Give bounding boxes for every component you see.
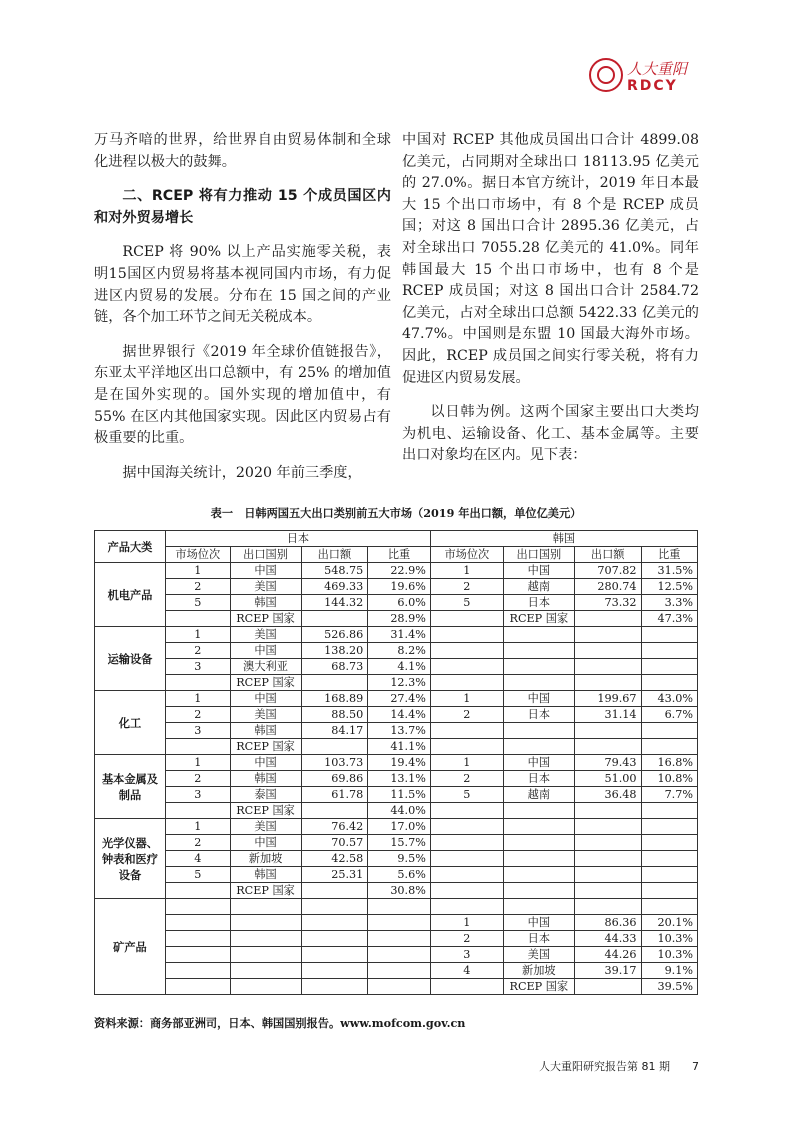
table-cell: 新加坡 bbox=[230, 851, 301, 867]
table-cell bbox=[430, 611, 503, 627]
category-cell: 矿产品 bbox=[95, 899, 166, 995]
table-cell: 4 bbox=[165, 851, 230, 867]
table-cell bbox=[165, 803, 230, 819]
table-cell: 韩国 bbox=[230, 867, 301, 883]
table-cell bbox=[503, 851, 574, 867]
table-cell bbox=[430, 819, 503, 835]
table-cell bbox=[574, 627, 641, 643]
subheader-cell: 出口额 bbox=[301, 547, 368, 563]
table-cell: 3 bbox=[165, 787, 230, 803]
table-cell: 2 bbox=[430, 771, 503, 787]
table-cell: 4.1% bbox=[368, 659, 431, 675]
table-cell: 4 bbox=[430, 963, 503, 979]
table-row bbox=[95, 819, 698, 835]
table-cell bbox=[368, 963, 431, 979]
table-cell bbox=[574, 851, 641, 867]
left-paragraph-2: RCEP 将 90% 以上产品实施零关税，表明15国区内贸易将基本视同国内市场，有力促进区内贸易的发展。分布在 15 国之间的产业链，各个加工环节之间无关税成本。 bbox=[94, 244, 391, 326]
table-cell: 3.3% bbox=[641, 595, 697, 611]
table-cell: 日本 bbox=[503, 771, 574, 787]
table-cell bbox=[230, 947, 301, 963]
table-cell: 12.3% bbox=[368, 675, 431, 691]
table-cell: 美国 bbox=[230, 627, 301, 643]
table-cell bbox=[503, 659, 574, 675]
table-row bbox=[95, 883, 698, 899]
table-cell bbox=[165, 675, 230, 691]
table-cell bbox=[574, 611, 641, 627]
table-cell: 1 bbox=[430, 563, 503, 579]
table-source: 资料来源：商务部亚洲司，日本、韩国国别报告。www.mofcom.gov.cn bbox=[94, 1016, 466, 1030]
table-cell bbox=[641, 627, 697, 643]
table-cell: 韩国 bbox=[230, 595, 301, 611]
table-cell: 美国 bbox=[230, 579, 301, 595]
table-cell bbox=[503, 675, 574, 691]
table-cell: 12.5% bbox=[641, 579, 697, 595]
export-table bbox=[94, 530, 698, 995]
table-cell: 美国 bbox=[230, 819, 301, 835]
table-cell bbox=[301, 899, 368, 915]
subheader-cell: 出口额 bbox=[574, 547, 641, 563]
page-number: 7 bbox=[692, 1060, 699, 1073]
table-cell: 13.7% bbox=[368, 723, 431, 739]
table-cell: 2 bbox=[165, 643, 230, 659]
table-cell bbox=[301, 931, 368, 947]
logo-english-name: RDCY bbox=[627, 78, 678, 94]
table-cell bbox=[641, 643, 697, 659]
table-cell: 51.00 bbox=[574, 771, 641, 787]
table-cell: 30.8% bbox=[368, 883, 431, 899]
table-cell bbox=[230, 931, 301, 947]
table-cell: 548.75 bbox=[301, 563, 368, 579]
table-cell: 10.8% bbox=[641, 771, 697, 787]
table-row bbox=[95, 723, 698, 739]
table-row bbox=[95, 787, 698, 803]
table-cell bbox=[430, 835, 503, 851]
table-cell: 1 bbox=[165, 627, 230, 643]
table-cell bbox=[230, 979, 301, 995]
table-cell bbox=[430, 627, 503, 643]
table-cell bbox=[641, 659, 697, 675]
table-cell bbox=[574, 739, 641, 755]
table-cell: 5 bbox=[165, 867, 230, 883]
table-cell bbox=[503, 899, 574, 915]
table-cell: 69.86 bbox=[301, 771, 368, 787]
table-row bbox=[95, 899, 698, 915]
table-row bbox=[95, 979, 698, 995]
right-paragraph-1: 中国对 RCEP 其他成员国出口合计 4899.08 亿美元，占同期对全球出口 18113.95 亿美元的 27.0%。据日本官方统计，2019 年日本最大 15 个出口市场中，有 8 个是 RCEP 成员国；对这 8 国出口合计 2895.36 亿美元，占对全球出口 7055.28 亿美元的 41.0%。同年韩国最大 15 个出口市场中，也有 8 个是 RCEP 成员国；对这 8 国出口合计 2584.72 亿美元，占对全球出口总额 5422.33 亿美元的 47.7%。中国则是东盟 10 国最大海外市场。因此，RCEP 成员国之间实行零关税，将有力促进区内贸易发展。 bbox=[402, 132, 699, 386]
table-cell bbox=[641, 835, 697, 851]
table-cell bbox=[430, 899, 503, 915]
table-cell: 25.31 bbox=[301, 867, 368, 883]
table-cell bbox=[574, 835, 641, 851]
table-cell: 日本 bbox=[503, 707, 574, 723]
table-cell bbox=[641, 819, 697, 835]
right-paragraph-2: 以日韩为例。这两个国家主要出口大类均为机电、运输设备、化工、基本金属等。主要出口对象均在区内。见下表： bbox=[402, 404, 699, 464]
table-row bbox=[95, 691, 698, 707]
table-row bbox=[95, 915, 698, 931]
table-cell: 2 bbox=[430, 931, 503, 947]
table-cell: 199.67 bbox=[574, 691, 641, 707]
table-cell bbox=[301, 883, 368, 899]
table-cell bbox=[430, 803, 503, 819]
table-cell bbox=[368, 931, 431, 947]
subheader-cell: 出口国别 bbox=[503, 547, 574, 563]
rdcy-logo bbox=[589, 54, 699, 100]
table-row bbox=[95, 867, 698, 883]
table-cell: 13.1% bbox=[368, 771, 431, 787]
table-cell: RCEP 国家 bbox=[230, 803, 301, 819]
table-cell: 美国 bbox=[503, 947, 574, 963]
table-cell bbox=[574, 643, 641, 659]
table-cell bbox=[503, 835, 574, 851]
table-cell: 1 bbox=[165, 819, 230, 835]
left-column bbox=[94, 130, 391, 497]
table-cell: 144.32 bbox=[301, 595, 368, 611]
table-cell bbox=[503, 867, 574, 883]
header-category: 产品大类 bbox=[95, 531, 166, 563]
table-cell: RCEP 国家 bbox=[230, 883, 301, 899]
table-cell: 中国 bbox=[230, 835, 301, 851]
table-cell bbox=[641, 675, 697, 691]
table-cell bbox=[641, 883, 697, 899]
table-row bbox=[95, 595, 698, 611]
table-cell bbox=[574, 803, 641, 819]
table-cell: 1 bbox=[165, 755, 230, 771]
table-cell: 1 bbox=[430, 691, 503, 707]
table-cell bbox=[165, 947, 230, 963]
table-cell: 88.50 bbox=[301, 707, 368, 723]
table-cell: 17.0% bbox=[368, 819, 431, 835]
table-cell bbox=[641, 739, 697, 755]
subheader-cell: 出口国别 bbox=[230, 547, 301, 563]
table-cell: 5.6% bbox=[368, 867, 431, 883]
table-cell: 2 bbox=[165, 707, 230, 723]
table-cell: 73.32 bbox=[574, 595, 641, 611]
table-row bbox=[95, 627, 698, 643]
page-footer bbox=[517, 1058, 699, 1074]
table-cell: 44.26 bbox=[574, 947, 641, 963]
table-cell: 36.48 bbox=[574, 787, 641, 803]
table-cell bbox=[641, 723, 697, 739]
table-cell: 43.0% bbox=[641, 691, 697, 707]
subheader-cell: 市场位次 bbox=[165, 547, 230, 563]
table-cell bbox=[503, 643, 574, 659]
table-cell bbox=[368, 915, 431, 931]
table-cell: 6.0% bbox=[368, 595, 431, 611]
table-cell: RCEP 国家 bbox=[230, 739, 301, 755]
table-cell bbox=[301, 915, 368, 931]
table-cell: 39.5% bbox=[641, 979, 697, 995]
table-cell: 中国 bbox=[503, 563, 574, 579]
table-cell: 15.7% bbox=[368, 835, 431, 851]
table-cell: 28.9% bbox=[368, 611, 431, 627]
table-cell bbox=[430, 851, 503, 867]
table-row bbox=[95, 611, 698, 627]
table-cell: 469.33 bbox=[301, 579, 368, 595]
table-cell: 10.3% bbox=[641, 931, 697, 947]
table-cell: 79.43 bbox=[574, 755, 641, 771]
table-cell: 1 bbox=[430, 755, 503, 771]
table-cell: 76.42 bbox=[301, 819, 368, 835]
header-japan: 日本 bbox=[165, 531, 430, 547]
table-cell: 61.78 bbox=[301, 787, 368, 803]
table-cell bbox=[503, 883, 574, 899]
header-korea: 韩国 bbox=[430, 531, 697, 547]
table-row bbox=[95, 835, 698, 851]
table-cell bbox=[430, 659, 503, 675]
table-row bbox=[95, 931, 698, 947]
table-row bbox=[95, 803, 698, 819]
table-cell: 31.5% bbox=[641, 563, 697, 579]
table-cell bbox=[301, 739, 368, 755]
table-cell: 3 bbox=[165, 723, 230, 739]
table-cell bbox=[430, 867, 503, 883]
table-cell bbox=[230, 915, 301, 931]
table-cell bbox=[641, 867, 697, 883]
table-cell bbox=[503, 803, 574, 819]
table-cell: 泰国 bbox=[230, 787, 301, 803]
table-cell bbox=[165, 899, 230, 915]
table-cell bbox=[368, 947, 431, 963]
table-cell bbox=[574, 723, 641, 739]
table-cell: 3 bbox=[430, 947, 503, 963]
logo-emblem-icon bbox=[589, 58, 623, 92]
table-cell: 7.7% bbox=[641, 787, 697, 803]
table-row bbox=[95, 643, 698, 659]
table-cell bbox=[430, 979, 503, 995]
table-cell bbox=[230, 963, 301, 979]
table-cell bbox=[574, 659, 641, 675]
table-cell: 39.17 bbox=[574, 963, 641, 979]
table-cell: 47.3% bbox=[641, 611, 697, 627]
table-cell bbox=[165, 883, 230, 899]
table-row bbox=[95, 947, 698, 963]
table-cell bbox=[574, 675, 641, 691]
left-paragraph-3: 据世界银行《2019 年全球价值链报告》，东亚太平洋地区出口总额中，有 25% 的增加值是在国外实现的。国外实现的增加值中，有 55% 在区内其他国家实现。因此区内贸易占有极重要的比重。 bbox=[94, 343, 391, 447]
table-cell bbox=[503, 739, 574, 755]
table-cell: 2 bbox=[430, 707, 503, 723]
table-cell bbox=[165, 611, 230, 627]
table-cell: 70.57 bbox=[301, 835, 368, 851]
table-cell: RCEP 国家 bbox=[503, 611, 574, 627]
table-cell: 日本 bbox=[503, 595, 574, 611]
table-cell: 68.73 bbox=[301, 659, 368, 675]
table-cell: 10.3% bbox=[641, 947, 697, 963]
table-cell: 86.36 bbox=[574, 915, 641, 931]
table-cell: RCEP 国家 bbox=[230, 611, 301, 627]
table-cell: 5 bbox=[430, 595, 503, 611]
table-cell bbox=[503, 627, 574, 643]
table-cell: 2 bbox=[165, 579, 230, 595]
table-row bbox=[95, 563, 698, 579]
table-cell bbox=[165, 963, 230, 979]
table-cell: 8.2% bbox=[368, 643, 431, 659]
table-cell: 中国 bbox=[503, 915, 574, 931]
table-cell: 27.4% bbox=[368, 691, 431, 707]
table-cell bbox=[430, 739, 503, 755]
table-cell: 103.73 bbox=[301, 755, 368, 771]
table-cell: 138.20 bbox=[301, 643, 368, 659]
table-cell bbox=[368, 899, 431, 915]
subheader-cell: 比重 bbox=[368, 547, 431, 563]
table-cell bbox=[641, 851, 697, 867]
table-title: 表一 日韩两国五大出口类别前五大市场（2019 年出口额，单位亿美元） bbox=[210, 506, 582, 520]
table-cell bbox=[301, 979, 368, 995]
table-cell: 41.1% bbox=[368, 739, 431, 755]
table-cell bbox=[574, 899, 641, 915]
table-cell: 84.17 bbox=[301, 723, 368, 739]
table-cell bbox=[230, 899, 301, 915]
table-cell bbox=[641, 803, 697, 819]
table-cell bbox=[165, 915, 230, 931]
table-cell: 5 bbox=[430, 787, 503, 803]
subheader-cell: 市场位次 bbox=[430, 547, 503, 563]
table-cell: 日本 bbox=[503, 931, 574, 947]
table-cell: 澳大利亚 bbox=[230, 659, 301, 675]
table-cell: 中国 bbox=[230, 643, 301, 659]
table-cell bbox=[430, 723, 503, 739]
table-row bbox=[95, 659, 698, 675]
table-row bbox=[95, 771, 698, 787]
table-cell bbox=[165, 739, 230, 755]
table-cell: 14.4% bbox=[368, 707, 431, 723]
table-cell: RCEP 国家 bbox=[230, 675, 301, 691]
table-cell bbox=[301, 611, 368, 627]
table-cell: 1 bbox=[165, 563, 230, 579]
table-cell: 新加坡 bbox=[503, 963, 574, 979]
table-cell: 中国 bbox=[230, 691, 301, 707]
table-cell: 韩国 bbox=[230, 771, 301, 787]
table-cell bbox=[430, 675, 503, 691]
table-cell: 31.4% bbox=[368, 627, 431, 643]
category-cell: 机电产品 bbox=[95, 563, 166, 627]
table-cell: 707.82 bbox=[574, 563, 641, 579]
table-cell: 韩国 bbox=[230, 723, 301, 739]
table-cell bbox=[301, 675, 368, 691]
table-cell: 2 bbox=[165, 835, 230, 851]
table-cell bbox=[641, 899, 697, 915]
footer-report-name: 人大重阳研究报告第 81 期 bbox=[539, 1060, 670, 1073]
category-cell: 光学仪器、钟表和医疗设备 bbox=[95, 819, 166, 899]
table-cell: 2 bbox=[165, 771, 230, 787]
table-cell: 中国 bbox=[230, 563, 301, 579]
table-cell: 526.86 bbox=[301, 627, 368, 643]
table-cell: 中国 bbox=[230, 755, 301, 771]
table-cell: 1 bbox=[430, 915, 503, 931]
table-cell: 31.14 bbox=[574, 707, 641, 723]
table-cell: 19.6% bbox=[368, 579, 431, 595]
table-cell: 44.0% bbox=[368, 803, 431, 819]
table-row bbox=[95, 755, 698, 771]
table-cell: 9.5% bbox=[368, 851, 431, 867]
table-cell bbox=[301, 803, 368, 819]
table-cell: 6.7% bbox=[641, 707, 697, 723]
table-row bbox=[95, 963, 698, 979]
table-cell: 280.74 bbox=[574, 579, 641, 595]
table-cell: RCEP 国家 bbox=[503, 979, 574, 995]
table-cell: 19.4% bbox=[368, 755, 431, 771]
table-cell: 22.9% bbox=[368, 563, 431, 579]
table-cell: 9.1% bbox=[641, 963, 697, 979]
table-cell: 越南 bbox=[503, 787, 574, 803]
table-cell: 2 bbox=[430, 579, 503, 595]
subheader-cell: 比重 bbox=[641, 547, 697, 563]
table-cell bbox=[430, 643, 503, 659]
table-row bbox=[95, 739, 698, 755]
table-cell bbox=[368, 979, 431, 995]
table-row bbox=[95, 675, 698, 691]
category-cell: 运输设备 bbox=[95, 627, 166, 691]
table-cell bbox=[430, 883, 503, 899]
left-paragraph-1: 万马齐喑的世界，给世界自由贸易体制和全球化进程以极大的鼓舞。 bbox=[94, 132, 391, 170]
table-row bbox=[95, 707, 698, 723]
table-cell: 20.1% bbox=[641, 915, 697, 931]
table-cell bbox=[574, 979, 641, 995]
table-cell bbox=[165, 979, 230, 995]
table-cell: 越南 bbox=[503, 579, 574, 595]
table-cell: 16.8% bbox=[641, 755, 697, 771]
table-cell: 中国 bbox=[503, 755, 574, 771]
table-cell: 168.89 bbox=[301, 691, 368, 707]
logo-chinese-name: 人大重阳 bbox=[627, 60, 688, 78]
table-cell bbox=[165, 931, 230, 947]
table-cell: 中国 bbox=[503, 691, 574, 707]
table-cell bbox=[301, 947, 368, 963]
category-cell: 基本金属及制品 bbox=[95, 755, 166, 819]
table-cell: 1 bbox=[165, 691, 230, 707]
table-cell: 美国 bbox=[230, 707, 301, 723]
table-cell bbox=[574, 867, 641, 883]
table-cell bbox=[574, 819, 641, 835]
table-cell bbox=[574, 883, 641, 899]
table-cell: 5 bbox=[165, 595, 230, 611]
category-cell: 化工 bbox=[95, 691, 166, 755]
table-cell: 44.33 bbox=[574, 931, 641, 947]
table-cell: 42.58 bbox=[301, 851, 368, 867]
table-row bbox=[95, 851, 698, 867]
section-heading: 二、RCEP 将有力推动 15 个成员国区内和对外贸易增长 bbox=[94, 188, 391, 226]
table-cell: 11.5% bbox=[368, 787, 431, 803]
table-cell bbox=[301, 963, 368, 979]
table-cell bbox=[503, 819, 574, 835]
left-paragraph-4: 据中国海关统计，2020 年前三季度， bbox=[122, 464, 362, 481]
table-row bbox=[95, 579, 698, 595]
right-column bbox=[402, 130, 699, 480]
table-cell: 3 bbox=[165, 659, 230, 675]
table-cell bbox=[503, 723, 574, 739]
